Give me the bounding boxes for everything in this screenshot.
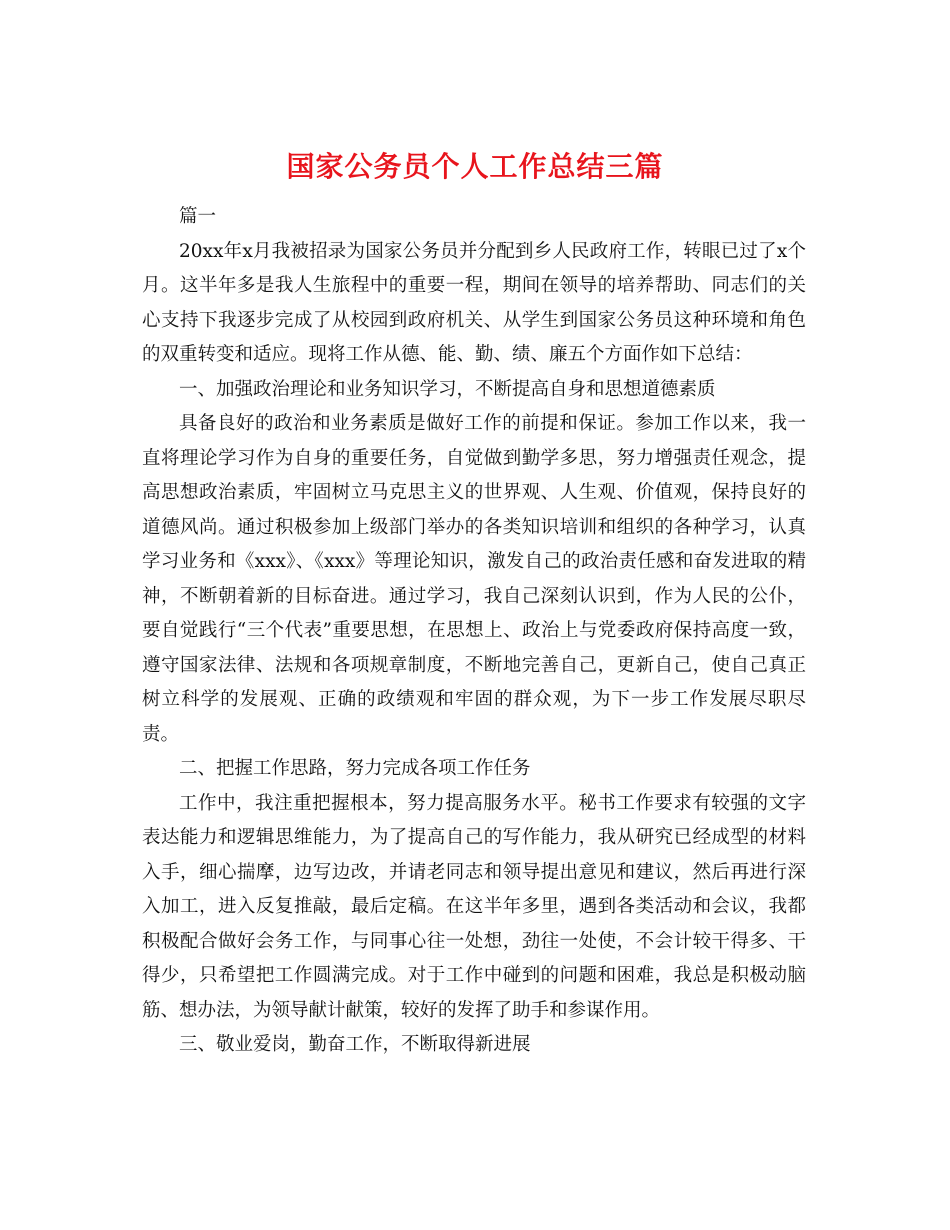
section-heading-two: 二、把握工作思路，努力完成各项工作任务 [179,758,531,779]
paragraph-political-study: 具备良好的政治和业务素质是做好工作的前提和保证。参加工作以来，我一直将理论学习作为自身的重要任务，自觉做到勤学多思，努力增强责任观念，提高思想政治素质，牢固树立马克思主义的世界观、人生观、价值观，保持良好的道德风尚。通过积极参加上级部门举办的各类知识培训和组织的各种学习，认真学习业务和《xxx》、《xxx》等理论知识，激发自己的政治责任感和奋发进取的精神，不断朝着新的目标奋进。通过学习，我自己深刻认识到，作为人民的公仆，要自觉践行“三个代表”重要思想，在思想上、政治上与党委政府保持高度一致，遵守国家法律、法规和各项规章制度，不断地完善自己，更新自己，使自己真正树立科学的发展观、正确的政绩观和牢固的群众观，为下一步工作发展尽职尽责。 [142,413,806,745]
section-heading-part-one: 篇一 [179,206,217,227]
intro-paragraph: 20xx年x月我被招录为国家公务员并分配到乡人民政府工作，转眼已过了x个月。这半年多是我人生旅程中的重要一程，期间在领导的培养帮助、同志们的关心支持下我逐步完成了从校园到政府机关、从学生到国家公务员这种环境和角色的双重转变和适应。现将工作从德、能、勤、绩、廉五个方面作如下总结： [142,240,806,365]
paragraph-work-tasks: 工作中，我注重把握根本，努力提高服务水平。秘书工作要求有较强的文字表达能力和逻辑思维能力，为了提高自己的写作能力，我从研究已经成型的材料入手，细心揣摩，边写边改，并请老同志和领导提出意见和建议，然后再进行深入加工，进入反复推敲，最后定稿。在这半年多里，遇到各类活动和会议，我都积极配合做好会务工作，与同事心往一处想，劲往一处使，不会计较干得多、干得少，只希望把工作圆满完成。对于工作中碰到的问题和困难，我总是积极动脑筋、想办法，为领导献计献策，较好的发挥了助手和参谋作用。 [142,792,806,1021]
section-heading-one: 一、加强政治理论和业务知识学习，不断提高自身和思想道德素质 [179,378,716,400]
document-body [142,200,806,1063]
document-title: 国家公务员个人工作总结三篇 [286,149,664,183]
section-heading-three: 三、敬业爱岗，勤奋工作，不断取得新进展 [179,1034,531,1055]
